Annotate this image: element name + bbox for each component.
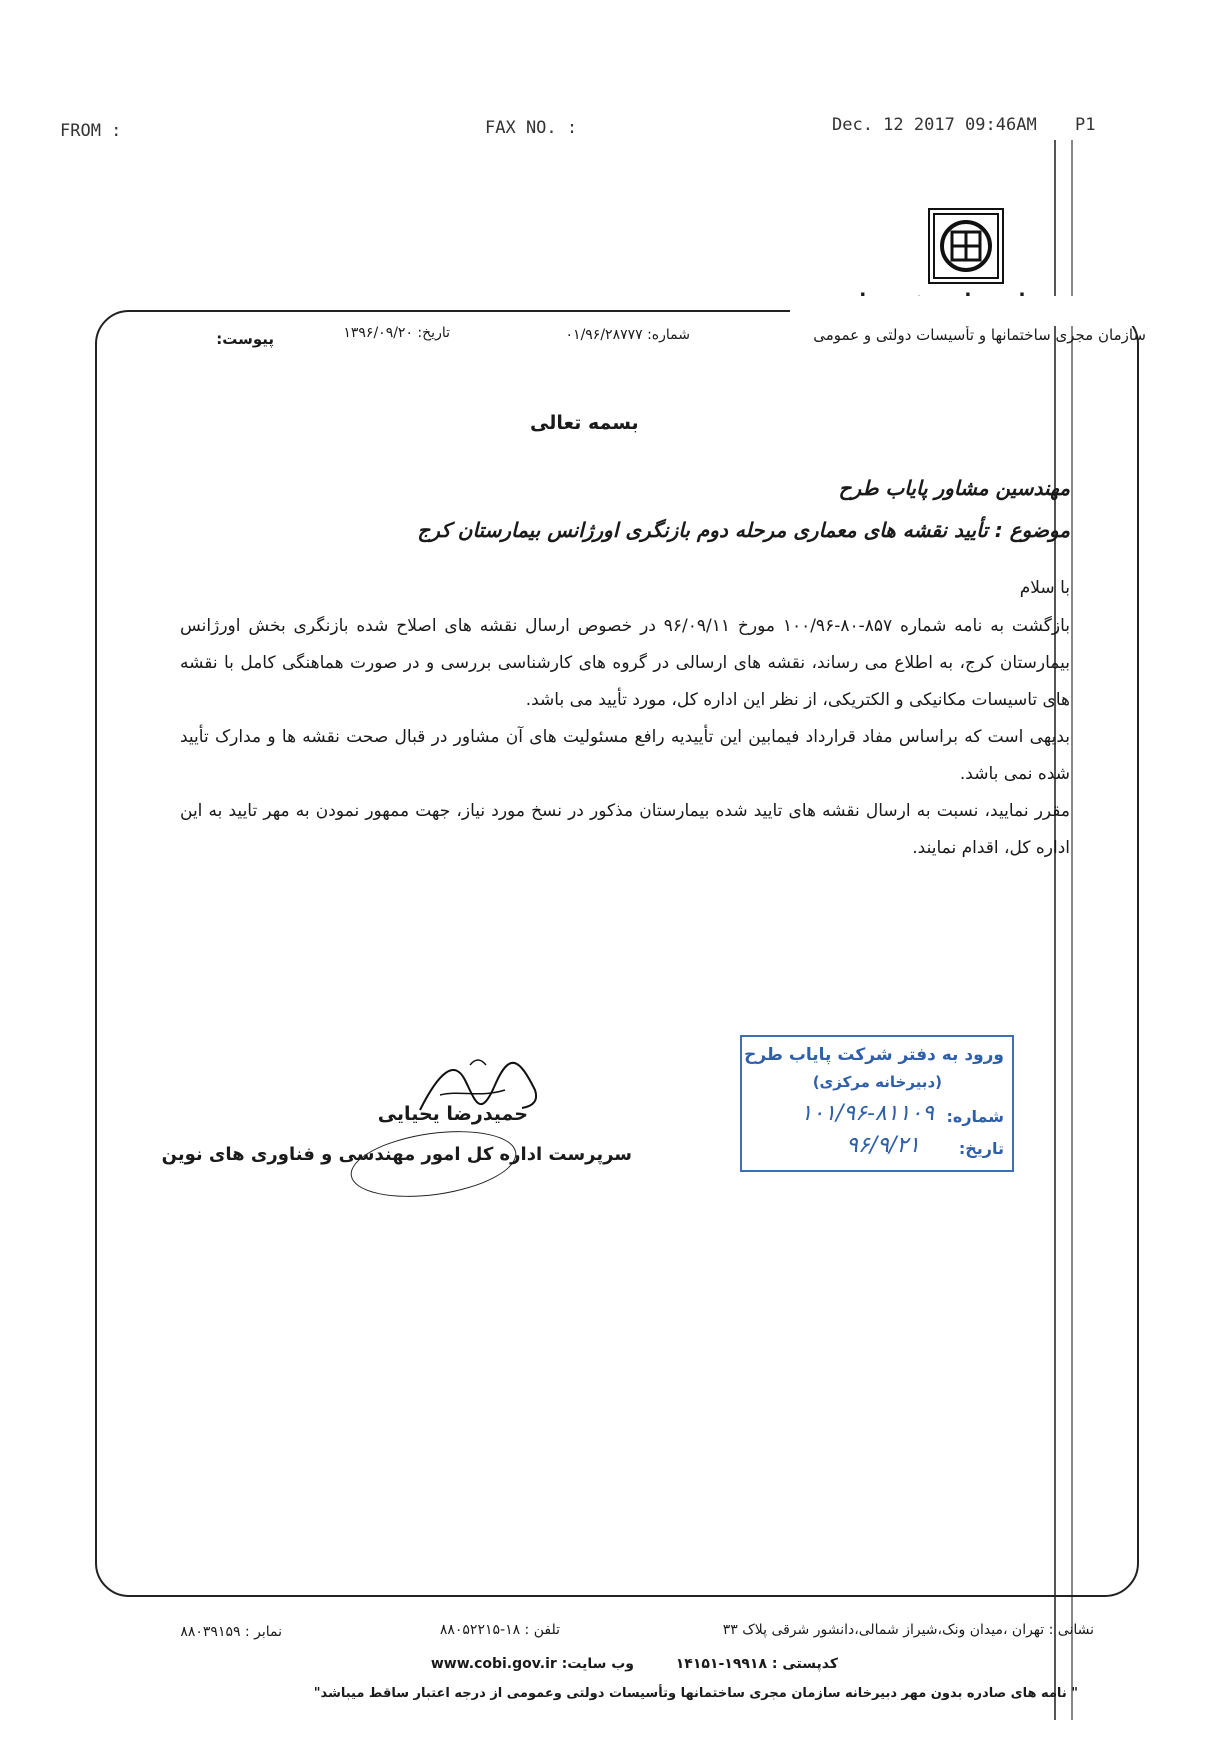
incoming-stamp — [740, 1035, 1014, 1172]
footer-fax: نمابر : ۸۸۰۳۹۱۵۹ — [180, 1624, 282, 1640]
footer-address: نشانی : تهران ،میدان ونک،شیراز شمالی،دانشور شرقی پلاک ۳۳ — [722, 1622, 1094, 1638]
attachment-label: پیوست: — [216, 330, 274, 348]
letter-date: تاریخ: ۱۳۹۶/۰۹/۲۰ — [343, 325, 450, 341]
letter-body — [180, 608, 1070, 867]
body-paragraph: مقرر نمایید، نسبت به ارسال نقشه های تایید شده بیمارستان مذکور در نسخ مورد نیاز، جهت ممهور نمودن به مهر تایید به این اداره کل، اقدام نمایند. — [180, 801, 1070, 858]
footer-disclaimer: " نامه های صادره بدون مهر دبیرخانه سازمان مجری ساختمانها وتأسیسات دولتی وعمومی از درجه اعتبار ساقط میباشد" — [313, 1686, 1078, 1701]
footer-postal-code: کدپستی : ۱۹۹۱۸-۱۴۱۵۱ — [675, 1656, 838, 1672]
stamp-date-value: ۹۶/۹/۲۱ — [846, 1133, 920, 1158]
fax-number-label: FAX NO. : — [485, 118, 578, 138]
footer-phone: تلفن : ۱۸-۸۸۰۵۲۲۱۵ — [439, 1622, 560, 1638]
stamp-date-label: تاریخ: — [958, 1139, 1004, 1158]
body-paragraph: بدیهی است که براساس مفاد قرارداد فیمابین این تأییدیه رافع مسئولیت های آن مشاور در قبال صحت نقشه ها و مدارک تأیید شده نمی باشد. — [180, 727, 1070, 784]
subject-line: موضوع : تأیید نقشه های معماری مرحله دوم بازنگری اورژانس بیمارستان کرج — [417, 518, 1070, 542]
organization-name: سازمان مجری ساختمانها و تأسیسات دولتی و عمومی — [813, 326, 1146, 344]
invocation: بسمه تعالی — [530, 412, 639, 434]
letter-number: شماره: ۰۱/۹۶/۲۸۷۷۷ — [565, 327, 690, 343]
letter-frame — [95, 310, 1139, 1597]
signer-name: حمیدرضا یحیایی — [377, 1103, 528, 1125]
fax-from-label: FROM : — [60, 121, 122, 141]
greeting: با سلام — [1019, 578, 1070, 598]
stamp-number-label: شماره: — [946, 1107, 1004, 1126]
signer-title: سرپرست اداره کل امور مهندسی و فناوری های نوین — [161, 1144, 632, 1165]
fax-datetime: Dec. 12 2017 09:46AM — [832, 115, 1037, 135]
footer-website: وب سایت: www.cobi.gov.ir — [430, 1656, 634, 1672]
frame-gap — [790, 296, 1140, 326]
stamp-department: (دبیرخانه مرکزی) — [812, 1073, 942, 1091]
fax-page-number: P1 — [1075, 115, 1096, 135]
stamp-company: ورود به دفتر شرکت پایاب طرح — [744, 1045, 1004, 1065]
recipient: مهندسین مشاور پایاب طرح — [838, 476, 1070, 500]
ministry-emblem-icon — [928, 208, 1004, 288]
body-paragraph: بازگشت به نامه شماره ۸۵۷-۸۰-۱۰۰/۹۶ مورخ ۹۶/۰۹/۱۱ در خصوص ارسال نقشه های اصلاح شده بازنگری بخش اورژانس بیمارستان کرج، به اطلاع می رساند، نقشه های ارسالی در گروه های کارشناسی بررسی و در صورت هماهنگی کامل با نقشه های تاسیسات مکانیکی و الکتریکی، از نظر این اداره کل، مورد تأیید می باشد. — [180, 616, 1070, 710]
stamp-number-value: ۱۰۱/۹۶-۸۱۱۰۹ — [800, 1101, 934, 1126]
